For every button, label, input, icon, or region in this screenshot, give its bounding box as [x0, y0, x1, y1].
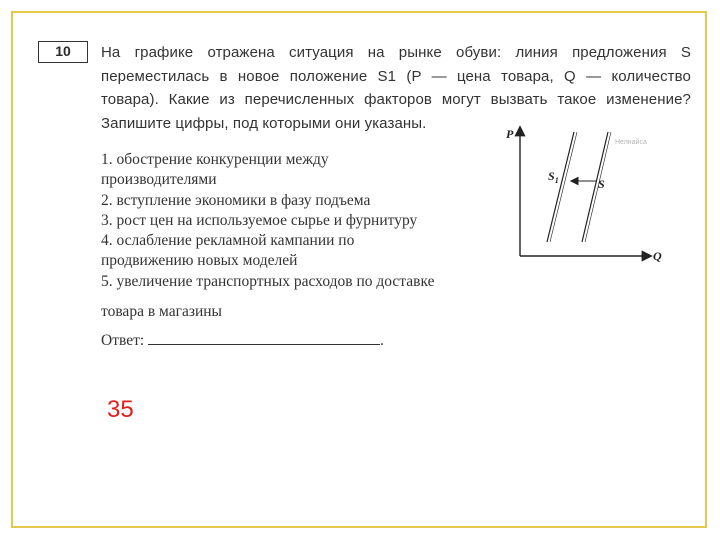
question-line: переместилась в новое положение S1 (P — цена товара, Q — количество: [101, 67, 691, 85]
option-line: 3. рост цен на используемое сырье и фурнитуру: [101, 211, 418, 229]
option-line: продвижению новых моделей: [101, 252, 298, 270]
option-line: товара в магазины: [101, 303, 222, 321]
question-line: Запишите цифры, под которыми они указаны.: [101, 114, 427, 132]
option-line: 2. вступление экономики в фазу подъема: [101, 191, 371, 209]
s1-curve-inner: [550, 132, 577, 242]
s-label: S: [598, 177, 605, 191]
question-line: На графике отражена ситуация на рынке обуви: линия предложения S: [101, 44, 691, 61]
question-number: 10: [38, 41, 88, 63]
supply-shift-graph: [500, 120, 680, 270]
answer-label: Ответ:: [101, 332, 145, 349]
question-line: товара). Какие из перечисленных факторов могут вызвать такое изменение?: [101, 91, 691, 108]
q-axis-label: Q: [653, 249, 662, 263]
answer-row: [101, 330, 384, 350]
s1-curve: [547, 132, 574, 242]
option-line: производителями: [101, 171, 217, 189]
answer-line[interactable]: [148, 330, 380, 345]
p-axis-label: P: [506, 127, 514, 141]
option-line: 4. ослабление рекламной кампании по: [101, 232, 355, 250]
option-line: 1. обострение конкуренции между: [101, 151, 329, 168]
solution-answer: 35: [107, 396, 134, 423]
watermark: Нелнайса: [615, 139, 647, 146]
options-list: [101, 150, 501, 322]
s1-label: $S_1$: [548, 169, 559, 185]
answer-end: .: [380, 332, 384, 349]
option-line: 5. увеличение транспортных расходов по доставке: [101, 272, 435, 290]
